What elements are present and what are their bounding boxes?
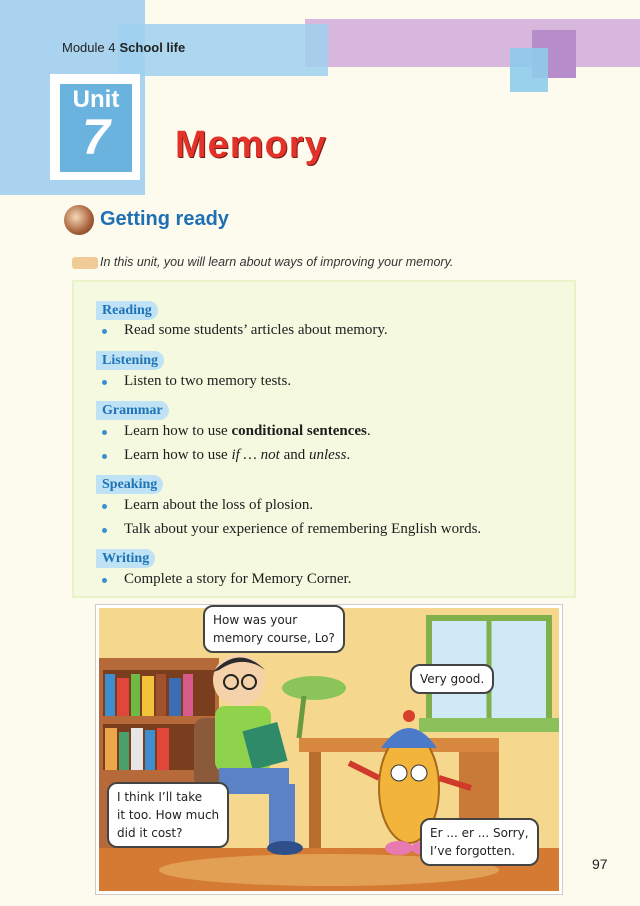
module-title: School life	[119, 40, 186, 55]
bullet-dot	[102, 329, 107, 334]
listening-item-1: Listen to two memory tests.	[124, 373, 292, 389]
speaking-item-1: Learn about the loss of plosion.	[124, 497, 314, 513]
page-number: 97	[592, 856, 608, 872]
speech-bubble-2	[410, 664, 494, 694]
bullet-dot	[102, 454, 107, 459]
unit-word: Unit	[72, 86, 120, 113]
getting-ready-icon	[64, 205, 94, 235]
grammar-item-1-pre: Learn how to use	[124, 423, 232, 439]
grammar-item-2-pre: Learn how to use	[124, 447, 232, 463]
speech-bubble-4-line-1: Er ... er ... Sorry,	[430, 826, 529, 840]
bullet-dot	[102, 528, 107, 533]
reading-item-1: Read some students’ articles about memory.	[124, 322, 388, 338]
intro-marker	[72, 257, 98, 269]
speaking-item-2: Talk about your experience of remembering English words.	[124, 521, 482, 537]
speech-bubble-1-line-2: memory course, Lo?	[213, 631, 335, 645]
bullet-dot	[102, 380, 107, 385]
bullet-dot	[102, 504, 107, 509]
speech-bubble-4-line-2: I’ve forgotten.	[430, 844, 516, 858]
grammar-item-1-post: .	[366, 423, 371, 439]
grammar-item-2-if: if … not	[231, 447, 280, 463]
speech-bubble-3	[107, 782, 229, 848]
speech-bubble-1	[203, 605, 345, 653]
grammar-item-2	[124, 447, 350, 464]
listening-label: Listening	[96, 351, 164, 370]
speaking-label: Speaking	[96, 475, 163, 494]
writing-label: Writing	[96, 549, 155, 568]
grammar-item-1-bold: conditional sentences	[231, 423, 367, 439]
speech-bubble-2-text: Very good.	[420, 672, 485, 686]
grammar-item-2-post: .	[346, 447, 351, 463]
grammar-item-1	[124, 423, 371, 440]
speech-bubble-3-line-3: did it cost?	[117, 826, 183, 840]
unit-number: 7	[82, 109, 110, 165]
module-label	[62, 40, 185, 55]
header-decor-square-2	[510, 48, 548, 92]
section-title: Getting ready	[100, 208, 229, 230]
module-number: Module 4	[62, 40, 116, 55]
bullet-dot	[102, 578, 107, 583]
grammar-item-2-mid: and	[279, 447, 309, 463]
grammar-label: Grammar	[96, 401, 169, 420]
header-decor-purple	[305, 19, 640, 67]
page-title: Memory	[175, 124, 327, 166]
bullet-dot	[102, 430, 107, 435]
speech-bubble-1-line-1: How was your	[213, 613, 298, 627]
grammar-item-2-unless: unless	[308, 447, 347, 463]
speech-bubble-3-line-2: it too. How much	[117, 808, 220, 822]
speech-bubble-3-line-1: I think I’ll take	[117, 790, 203, 804]
speech-bubble-4	[420, 818, 539, 866]
writing-item-1: Complete a story for Memory Corner.	[124, 571, 352, 587]
intro-text: In this unit, you will learn about ways of improving your memory.	[100, 255, 454, 269]
reading-label: Reading	[96, 301, 158, 320]
